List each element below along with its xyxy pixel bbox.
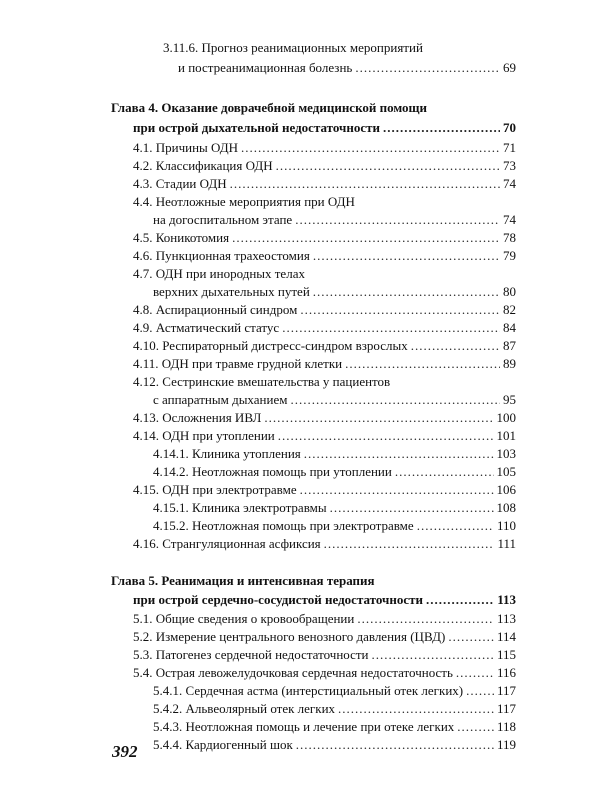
- toc-entry-4-5[interactable]: [133, 230, 516, 246]
- leader-dots: [232, 230, 500, 246]
- leader-dots: [264, 410, 493, 426]
- toc-entry-4-14-1[interactable]: [153, 446, 516, 462]
- toc-entry-label: 4.14. ОДН при утоплении: [133, 428, 275, 443]
- toc-entry-4-10[interactable]: [133, 338, 516, 354]
- leader-dots: [338, 701, 494, 717]
- toc-entry-3-11-6-line1: 3.11.6. Прогноз реанимационных мероприятий: [163, 40, 423, 55]
- toc-entry-label: 5.3. Патогенез сердечной недостаточности: [133, 647, 369, 662]
- toc-entry-4-16[interactable]: [133, 536, 516, 552]
- toc-entry-4-3[interactable]: [133, 176, 516, 192]
- chapter-5-heading: Глава 5. Реанимация и интенсивная терапия: [111, 573, 375, 588]
- toc-entry-4-15[interactable]: [133, 482, 516, 498]
- toc-entry-label: 4.15.1. Клиника электротравмы: [153, 500, 327, 515]
- toc-page-number: 73: [503, 158, 516, 173]
- leader-dots: [313, 248, 500, 264]
- toc-entry-label: 5.4.3. Неотложная помощь и лечение при отеке легких: [153, 719, 455, 734]
- leader-dots: [466, 683, 494, 699]
- leader-dots: [457, 719, 494, 735]
- toc-page-number: 118: [496, 719, 516, 734]
- toc-entry-4-12[interactable]: [153, 392, 516, 408]
- toc-entry-4-13[interactable]: [133, 410, 516, 426]
- leader-dots: [372, 647, 494, 663]
- leader-dots: [296, 737, 494, 753]
- toc-entry-4-15-2[interactable]: [153, 518, 516, 534]
- toc-page-number: 100: [496, 410, 516, 425]
- toc-entry-label: 4.8. Аспирационный синдром: [133, 302, 298, 317]
- leader-dots: [357, 611, 494, 627]
- toc-page-number: 119: [496, 737, 516, 752]
- toc-entry-label: 4.10. Респираторный дистресс-синдром взрослых: [133, 338, 408, 353]
- leader-dots: [241, 140, 500, 156]
- toc-page-number: 113: [496, 611, 516, 626]
- toc-entry-label: 5.2. Измерение центрального венозного давления (ЦВД): [133, 629, 446, 644]
- leader-dots: [304, 446, 494, 462]
- toc-entry-3-11-6[interactable]: [178, 60, 516, 76]
- toc-entry-label: верхних дыхательных путей: [153, 284, 310, 299]
- toc-entry-4-15-1[interactable]: [153, 500, 516, 516]
- leader-dots: [330, 500, 494, 516]
- toc-page-number: 74: [503, 176, 516, 191]
- toc-entry-label: 4.15. ОДН при электротравме: [133, 482, 297, 497]
- leader-dots: [300, 302, 500, 318]
- leader-dots: [278, 428, 494, 444]
- toc-entry-4-2[interactable]: [133, 158, 516, 174]
- toc-page-number: 89: [503, 356, 516, 371]
- toc-entry-label: 4.15.2. Неотложная помощь при электротравме: [153, 518, 414, 533]
- leader-dots: [282, 320, 500, 336]
- toc-entry-label: при острой дыхательной недостаточности: [133, 120, 381, 135]
- toc-entry-5-4-3[interactable]: [153, 719, 516, 735]
- leader-dots: [324, 536, 495, 552]
- toc-entry-label: 5.4. Острая левожелудочковая сердечная недостаточность: [133, 665, 453, 680]
- toc-entry-4-7-line1: 4.7. ОДН при инородных телах: [133, 266, 305, 281]
- toc-entry-5-4-2[interactable]: [153, 701, 516, 717]
- toc-entry-label: 4.1. Причины ОДН: [133, 140, 239, 155]
- leader-dots: [411, 338, 500, 354]
- leader-dots: [345, 356, 500, 372]
- toc-entry-label: с аппаратным дыханием: [153, 392, 288, 407]
- toc-entry-4-4-line1: 4.4. Неотложные мероприятия при ОДН: [133, 194, 355, 209]
- leader-dots: [456, 665, 494, 681]
- toc-page-number: 114: [496, 629, 516, 644]
- toc-entry-label: 4.5. Коникотомия: [133, 230, 230, 245]
- toc-entry-label: 4.6. Пункционная трахеостомия: [133, 248, 310, 263]
- toc-page-number: 87: [503, 338, 516, 353]
- leader-dots: [426, 592, 494, 608]
- toc-entry-5-4-4[interactable]: [153, 737, 516, 753]
- toc-page-number: 70: [503, 120, 516, 135]
- toc-entry-label: 5.4.1. Сердечная астма (интерстициальный отек легких): [153, 683, 464, 698]
- toc-page-number: 108: [496, 500, 516, 515]
- toc-page-number: 113: [497, 592, 516, 607]
- toc-entry-4-9[interactable]: [133, 320, 516, 336]
- toc-entry-4-6[interactable]: [133, 248, 516, 264]
- toc-entry-label: 4.16. Странгуляционная асфиксия: [133, 536, 321, 551]
- toc-entry-4-8[interactable]: [133, 302, 516, 318]
- leader-dots: [417, 518, 494, 534]
- toc-entry-label: 5.4.2. Альвеолярный отек легких: [153, 701, 336, 716]
- toc-page-number: 115: [496, 647, 516, 662]
- page-number: 392: [112, 742, 138, 761]
- toc-page-number: 106: [496, 482, 516, 497]
- toc-entry-label: 4.11. ОДН при травме грудной клетки: [133, 356, 343, 371]
- toc-page-number: 78: [503, 230, 516, 245]
- toc-page-number: 103: [496, 446, 516, 461]
- leader-dots: [355, 60, 500, 76]
- toc-entry-4-11[interactable]: [133, 356, 516, 372]
- toc-entry-5-2[interactable]: [133, 629, 516, 645]
- toc-entry-4-7[interactable]: [153, 284, 516, 300]
- toc-entry-label: 4.14.1. Клиника утопления: [153, 446, 301, 461]
- leader-dots: [313, 284, 500, 300]
- toc-entry-5-1[interactable]: [133, 611, 516, 627]
- leader-dots: [383, 120, 500, 136]
- toc-entry-4-12-line1: 4.12. Сестринские вмешательства у пациентов: [133, 374, 391, 389]
- toc-entry-label: 4.2. Классификация ОДН: [133, 158, 273, 173]
- toc-entry-5-4-1[interactable]: [153, 683, 516, 699]
- leader-dots: [300, 482, 494, 498]
- toc-page-number: 82: [503, 302, 516, 317]
- leader-dots: [295, 212, 500, 228]
- toc-page-number: 117: [496, 683, 516, 698]
- toc-page-number: 74: [503, 212, 516, 227]
- toc-entry-4-14[interactable]: [133, 428, 516, 444]
- toc-entry-label: и постреанимационная болезнь: [178, 60, 353, 75]
- toc-entry-5-4[interactable]: [133, 665, 516, 681]
- toc-page-number: 110: [496, 518, 516, 533]
- leader-dots: [290, 392, 500, 408]
- leader-dots: [448, 629, 494, 645]
- toc-page-number: 84: [503, 320, 516, 335]
- toc-page-number: 117: [496, 701, 516, 716]
- toc-entry-label: 4.14.2. Неотложная помощь при утоплении: [153, 464, 392, 479]
- toc-page-number: 79: [503, 248, 516, 263]
- toc-page-number: 69: [503, 60, 516, 75]
- toc-entry-label: на догоспитальном этапе: [153, 212, 293, 227]
- toc-page-number: 101: [496, 428, 516, 443]
- toc-chapter-4[interactable]: [133, 120, 516, 136]
- toc-entry-4-1[interactable]: [133, 140, 516, 156]
- toc-chapter-5[interactable]: [133, 592, 516, 608]
- leader-dots: [230, 176, 500, 192]
- toc-page-number: 95: [503, 392, 516, 407]
- toc-entry-label: 5.1. Общие сведения о кровообращении: [133, 611, 355, 626]
- leader-dots: [276, 158, 500, 174]
- toc-page-number: 116: [496, 665, 516, 680]
- toc-entry-label: 5.4.4. Кардиогенный шок: [153, 737, 293, 752]
- toc-entry-4-4[interactable]: [153, 212, 516, 228]
- toc-page-number: 71: [503, 140, 516, 155]
- toc-entry-label: 4.3. Стадии ОДН: [133, 176, 227, 191]
- toc-page-number: 80: [503, 284, 516, 299]
- chapter-4-heading: Глава 4. Оказание доврачебной медицинской помощи: [111, 100, 428, 115]
- toc-entry-label: 4.13. Осложнения ИВЛ: [133, 410, 262, 425]
- toc-entry-label: при острой сердечно-сосудистой недостаточности: [133, 592, 424, 607]
- toc-page-number: 105: [496, 464, 516, 479]
- leader-dots: [395, 464, 494, 480]
- toc-entry-4-14-2[interactable]: [153, 464, 516, 480]
- toc-page-number: 111: [497, 536, 516, 551]
- toc-entry-label: 4.9. Астматический статус: [133, 320, 280, 335]
- toc-entry-5-3[interactable]: [133, 647, 516, 663]
